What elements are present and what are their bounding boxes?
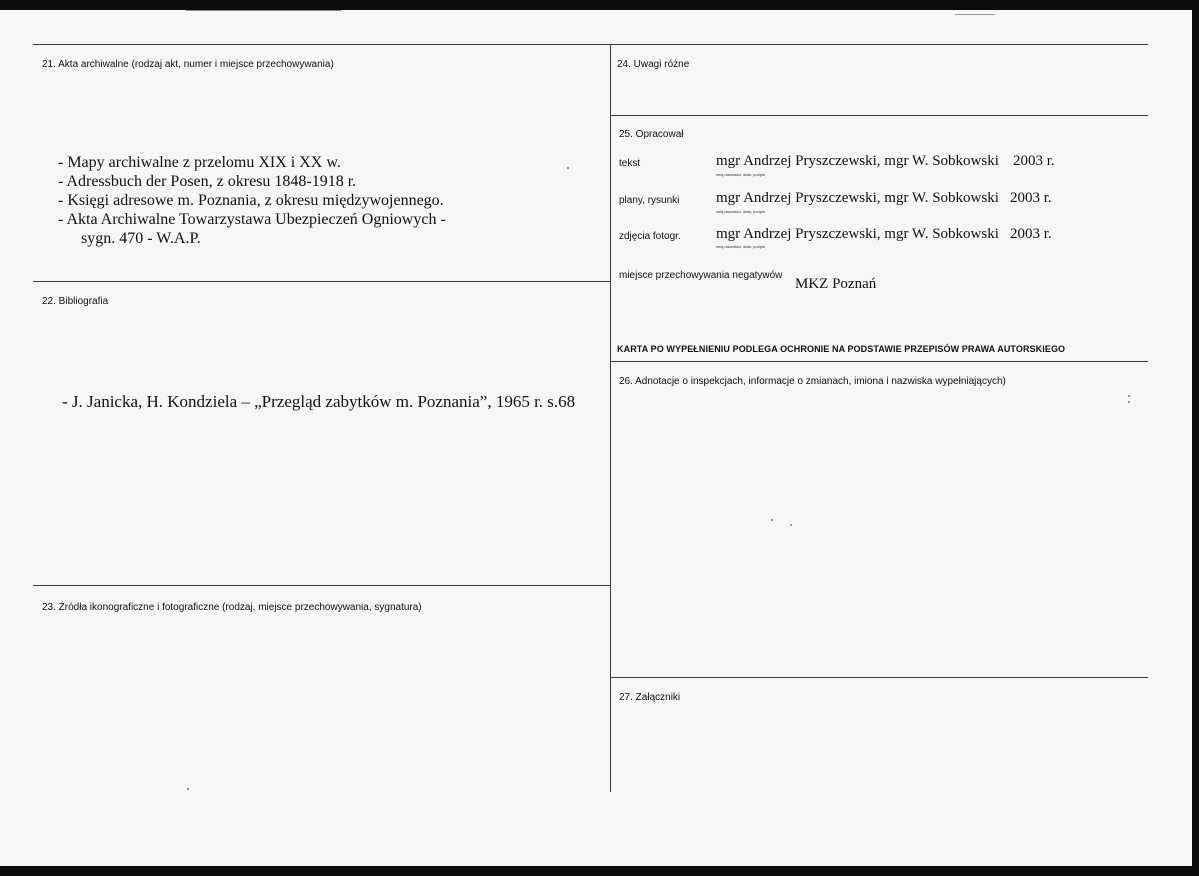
row-label-plans: plany, rysunki: [619, 195, 680, 206]
scan-speck: [187, 788, 189, 790]
negatives-label: miejsce przechowywania negatywów: [619, 270, 783, 281]
row-label-photos: zdjęcia fotogr.: [619, 231, 681, 242]
year-value: 2003 r.: [1013, 153, 1055, 169]
section-22-heading: 22. Bibliografia: [42, 296, 109, 307]
author-names: mgr Andrzej Pryszczewski, mgr W. Sobkowski: [716, 153, 999, 169]
section-26-heading: 26. Adnotacje o inspekcjach, informacje o zmianach, imiona i nazwiska wypełniających): [619, 376, 1006, 387]
rule-22-23: [33, 585, 610, 586]
form-sheet: [0, 10, 1192, 866]
section-25-heading: 25. Opracował: [619, 129, 684, 140]
top-fragment-line: [955, 14, 995, 15]
list-item: - Księgi adresowe m. Poznania, z okresu międzywojennego.: [58, 192, 444, 209]
section-23-heading: 23. Źródła ikonograficzne i fotograficzne (rodzaj, miejsce przechowywania, sygnatura): [42, 602, 422, 613]
rule-24-25: [610, 115, 1148, 116]
author-names: mgr Andrzej Pryszczewski, mgr W. Sobkowski: [716, 190, 999, 206]
section-21-heading: 21. Akta archiwalne (rodzaj akt, numer i miejsce przechowywania): [42, 59, 334, 70]
scan-speck: [1128, 401, 1130, 403]
signature-caption: imię,nazwisko, data, podpis: [716, 209, 765, 214]
top-rule: [33, 44, 1148, 45]
copyright-notice: KARTA PO WYPEŁNIENIU PODLEGA OCHRONIE NA PODSTAWIE PRZEPISÓW PRAWA AUTORSKIEGO: [617, 344, 1066, 354]
section-24-heading: 24. Uwagi różne: [617, 59, 690, 70]
list-item: sygn. 470 - W.A.P.: [81, 230, 201, 247]
column-divider: [610, 44, 611, 792]
top-fragment-line: [186, 10, 341, 11]
row-label-text: tekst: [619, 158, 641, 169]
scan-speck: [790, 524, 792, 526]
scan-speck: [567, 167, 569, 169]
scan-speck: [771, 519, 773, 521]
rule-26-27: [610, 677, 1148, 678]
year-value: 2003 r.: [1010, 190, 1052, 206]
scan-speck: [1128, 395, 1130, 397]
signature-caption: imię,nazwisko, data, podpis: [716, 172, 765, 177]
section-27-heading: 27. Załączniki: [619, 692, 681, 703]
bibliography-entry: - J. Janicka, H. Kondziela – „Przegląd zabytków m. Poznania”, 1965 r. s.68: [62, 392, 576, 411]
list-item: - Adressbuch der Posen, z okresu 1848-1918 r.: [58, 173, 357, 190]
rule-21-22: [33, 281, 610, 282]
list-item: - Mapy archiwalne z przelomu XIX i XX w.: [58, 154, 341, 171]
year-value: 2003 r.: [1010, 226, 1052, 242]
archival-records-list: [58, 153, 446, 248]
signature-caption: imię,nazwisko, data, podpis: [716, 244, 765, 249]
rule-25-26: [610, 361, 1148, 362]
negatives-location: MKZ Poznań: [795, 276, 877, 292]
author-names: mgr Andrzej Pryszczewski, mgr W. Sobkowski: [716, 226, 999, 242]
list-item: - Akta Archiwalne Towarzystawa Ubezpieczeń Ogniowych -: [58, 211, 446, 228]
